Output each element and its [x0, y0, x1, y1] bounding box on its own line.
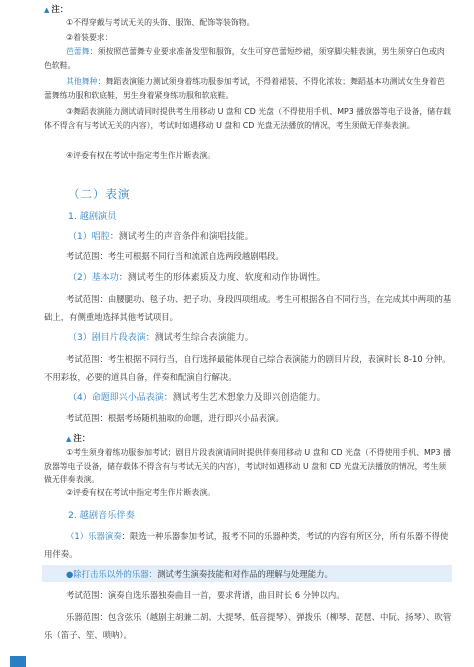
top-note-heading: ▲ 注：: [44, 4, 69, 14]
xiaopin-scope: 考试范围：根据考场随机抽取的命题，进行即兴小品表演。: [66, 413, 284, 423]
xiaopin-line: [68, 390, 326, 403]
top-note-item-4: ④评委有权在考试中指定考生作片断表演。: [66, 151, 216, 160]
actor-note-item-1: ①考生须身着练功服参加考试；剧目片段表演请同时提供伴奏用移动 U 盘和 CD 光盘（不得使用手机、MP3 播放器等电子设备，储存载体不得含有与考试无关的内容），考试时如遇移动 U 盘和 CD 光盘无法播放的情况，考生须做无伴奏表演。: [44, 448, 451, 484]
changqiang-label: （1）唱腔: [68, 232, 110, 242]
triangle-icon: ▲: [44, 6, 50, 14]
top-note-other: [44, 75, 452, 102]
yueju-actor-title: 1. 越剧演员: [68, 211, 117, 222]
triangle-icon: ▲: [66, 435, 72, 443]
jibengong-line: [68, 270, 326, 283]
other-dance-label: 其他舞种: [66, 77, 98, 86]
jumu-line: [68, 330, 254, 343]
jibengong-label: （2）基本功: [68, 273, 119, 283]
percussion-line: [44, 567, 452, 581]
changqiang-scope: 考试范围：考生可根据不同行当和流派自选两段越剧唱段。: [66, 251, 284, 261]
jumu-label: （3）剧目片段表演: [68, 333, 146, 343]
percussion-label: ●除打击乐以外的乐器：: [66, 569, 158, 579]
actor-note-heading: ▲ 注：: [66, 433, 91, 443]
music-scope-2: 乐器范围：包含弦乐（越剧主胡兼二胡、大提琴、低音提琴）、弹拨乐（柳琴、琵琶、中阮、扬琴）、吹管乐（笛子、笙、唢呐）。: [44, 612, 452, 640]
top-note-ballet: [44, 45, 452, 72]
top-note-item-3: ③舞蹈表演能力测试请同时提供考生用移动 U 盘和 CD 光盘（不得使用手机、MP3 播放器等电子设备，储存载体不得含有与考试无关的内容），考试时如遇移动 U 盘和 CD 光盘无法播放的情况，考生须做无伴奏表演。: [44, 107, 451, 130]
jibengong-desc: ：测试考生的形体素质及力度、软度和动作协调性。: [118, 273, 326, 283]
instrument-paragraph: [44, 527, 452, 563]
section-title: （二）表演: [68, 187, 131, 201]
percussion-desc: 测试考生演奏技能和对作品的理解与处理能力。: [157, 569, 333, 579]
changqiang-desc: ：测试考生的声音条件和演唱技能。: [109, 232, 254, 242]
xiaopin-label: （4）命题即兴小品表演: [68, 393, 164, 403]
jibengong-scope: 考试范围：由腰腿功、毯子功、把子功、身段四项组成。考生可根据各自不同行当，在完成其中两项的基础上，有侧重地选择其他考试项目。: [44, 294, 452, 322]
ballet-label: 芭蕾舞: [66, 47, 90, 56]
instrument-desc: ：限选一种乐器参加考试，报考不同的乐器种类，考试的内容有所区分，所有乐器不得使用伴奏。: [44, 531, 449, 559]
jumu-desc: ：测试考生综合表演能力。: [145, 333, 254, 343]
instrument-label: （1）乐器演奏: [66, 531, 122, 541]
music-scope-1: 考试范围：演奏自选乐器独奏曲目一首，要求背谱，曲目时长 6 分钟以内。: [66, 590, 345, 600]
actor-note-item-2: ②评委有权在考试中指定考生作片断表演。: [66, 488, 216, 497]
changqiang-line: [68, 229, 254, 242]
ballet-text: ：须按照芭蕾舞专业要求准备发型和服饰，女生可穿芭蕾短纱裙，须穿脚尖鞋表演，男生须穿白色或肉色软鞋。: [44, 47, 445, 70]
other-dance-text: ：舞蹈表演能力测试须身着练功服参加考试，不得着裙装、不得化浓妆；舞蹈基本功测试女生身着芭蕾舞练功服和软底鞋，男生身着紧身练功服和软底鞋。: [44, 77, 445, 100]
top-note-item-1: ①不得穿戴与考试无关的头饰、服饰、配饰等装饰物。: [66, 18, 255, 27]
page-corner-tab: [10, 656, 26, 667]
jumu-scope: 考试范围：考生根据不同行当，自行选择最能体现自己综合表演能力的剧目片段，表演时长 8-10 分钟。不用彩妆，必要的道具自备，伴奏和配演自行解决。: [44, 354, 451, 382]
top-note-item-2: ②着装要求：: [66, 33, 113, 42]
yueju-music-title: 2. 越剧音乐伴奏: [68, 510, 135, 521]
xiaopin-desc: ：测试考生艺术想象力及即兴创造能力。: [163, 393, 326, 403]
